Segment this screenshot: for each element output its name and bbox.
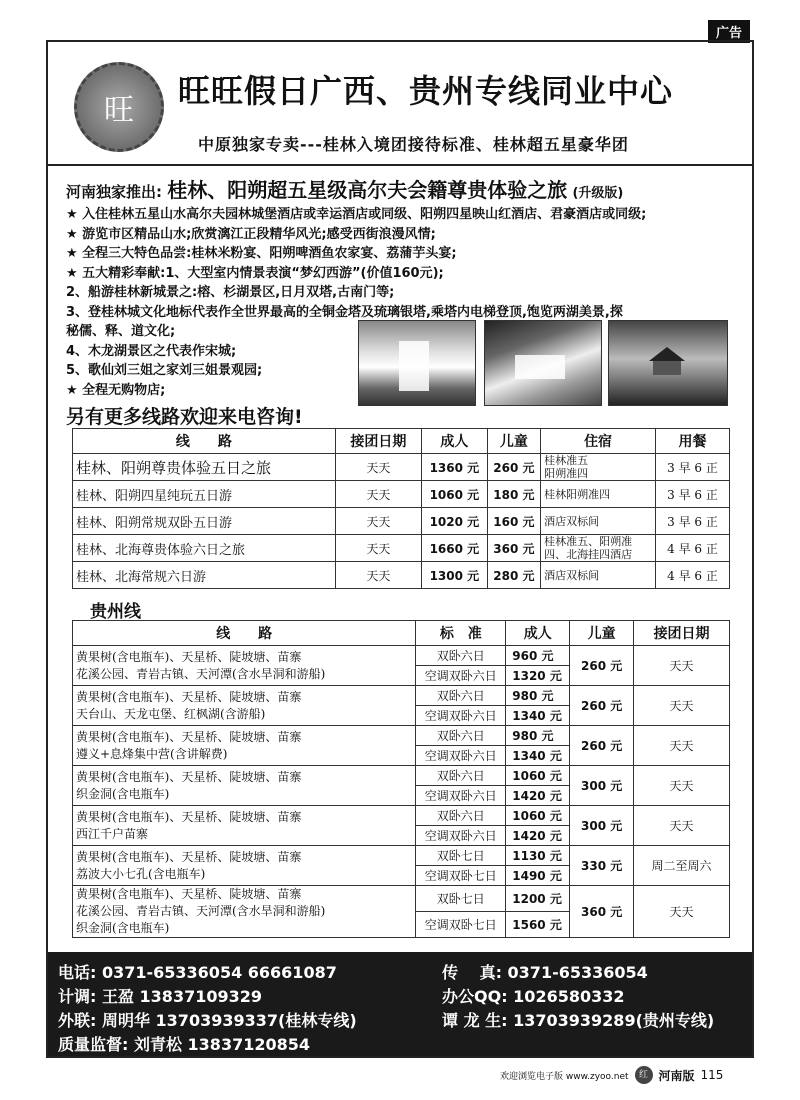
tour-date: 天天 <box>335 562 421 589</box>
adult-price: 1130 元 <box>506 846 570 866</box>
adult-price: 1060 元 <box>506 806 570 826</box>
more-routes-note: 另有更多线路欢迎来电咨询! <box>66 406 303 428</box>
route-line: 黄果树(含电瓶车)、天星桥、陡坡塘、苗寨 <box>76 849 302 864</box>
meals: 3 早 6 正 <box>656 481 730 508</box>
col-lodge: 住宿 <box>541 429 656 454</box>
col-adult: 成人 <box>422 429 488 454</box>
adult-price: 980 元 <box>506 686 570 706</box>
list-item: ★ 全程无购物店; <box>66 382 166 398</box>
logo <box>74 62 164 152</box>
adult-price: 1560 元 <box>506 912 570 938</box>
standard: 空调双卧六日 <box>416 666 506 686</box>
adult-price: 1060 元 <box>506 766 570 786</box>
ad-frame <box>46 40 754 1058</box>
table-row <box>73 806 730 826</box>
table-header-row <box>73 621 730 646</box>
lodging: 桂林准五 阳朔准四 <box>541 454 656 481</box>
list-item: 3、登桂林城文化地标代表作全世界最高的全铜金塔及琉璃银塔,乘塔内电梯登顶,饱览两湖美景,探 <box>66 304 623 320</box>
planner: 计调: 王盈 13837109329 <box>58 987 263 1006</box>
table-row <box>73 766 730 786</box>
table-row <box>73 535 730 562</box>
route-name <box>73 766 416 806</box>
lodging: 酒店双标间 <box>541 508 656 535</box>
subtitle: 中原独家专卖---桂林入境团接待标准、桂林超五星豪华团 <box>198 135 629 154</box>
route-line: 织金洞(含电瓶车) <box>76 786 170 801</box>
tour-date: 天天 <box>634 886 730 938</box>
col-meal: 用餐 <box>656 429 730 454</box>
route-name <box>73 806 416 846</box>
meals: 4 早 6 正 <box>656 562 730 589</box>
standard: 空调双卧七日 <box>416 866 506 886</box>
col-route: 线 路 <box>73 429 336 454</box>
standard: 空调双卧六日 <box>416 786 506 806</box>
tour-date: 天天 <box>335 508 421 535</box>
intro-tag: (升级版) <box>572 186 624 201</box>
adult-price: 1200 元 <box>506 886 570 912</box>
intro-headline <box>66 174 746 203</box>
list-item: ★ 游览市区精品山水;欣赏漓江正段精华风光;感受西街浪漫风情; <box>66 226 436 242</box>
adult-price: 1060 元 <box>422 481 488 508</box>
phone: 电话: 0371-65336054 66661087 <box>58 963 337 982</box>
table-row <box>73 646 730 666</box>
adult-price: 1420 元 <box>506 786 570 806</box>
intro-lead: 河南独家推出: <box>66 183 162 201</box>
list-item: 4、木龙湖景区之代表作宋城; <box>66 343 237 359</box>
child-price: 260 元 <box>570 646 634 686</box>
route-line: 黄果树(含电瓶车)、天星桥、陡坡塘、苗寨 <box>76 649 302 664</box>
logo-glyph: 旺 <box>104 93 134 128</box>
tour-date: 天天 <box>634 766 730 806</box>
pavilion-photo <box>608 320 728 406</box>
standard: 空调双卧六日 <box>416 706 506 726</box>
meals: 3 早 6 正 <box>656 508 730 535</box>
col-child: 儿童 <box>570 621 634 646</box>
route-line: 黄果树(含电瓶车)、天星桥、陡坡塘、苗寨 <box>76 729 302 744</box>
list-item: ★ 全程三大特色品尝:桂林米粉宴、阳朔啤酒鱼农家宴、荔蒲芋头宴; <box>66 246 457 261</box>
col-date: 接团日期 <box>634 621 730 646</box>
fax: 传 真: 0371-65336054 <box>442 963 648 982</box>
page-title: 旺旺假日广西、贵州专线同业中心 <box>178 72 674 110</box>
lodging: 酒店双标间 <box>541 562 656 589</box>
lodging: 桂林阳朔准四 <box>541 481 656 508</box>
table-row <box>73 686 730 706</box>
tour-date: 天天 <box>634 646 730 686</box>
ad-tag: 广告 <box>708 20 750 43</box>
list-item: 2、船游桂林新城景之:榕、杉湖景区,日月双塔,古南门等; <box>66 285 395 300</box>
route-name <box>73 646 416 686</box>
guizhou-route-table <box>72 620 730 938</box>
route-name <box>73 686 416 726</box>
col-route: 线 路 <box>73 621 416 646</box>
meals: 3 早 6 正 <box>656 454 730 481</box>
child-price: 260 元 <box>570 726 634 766</box>
guilin-route-table <box>72 428 730 589</box>
col-standard: 标 准 <box>416 621 506 646</box>
adult-price: 1420 元 <box>506 826 570 846</box>
route-line: 遵义+息烽集中营(含讲解费) <box>76 746 228 761</box>
adult-price: 1320 元 <box>506 666 570 686</box>
child-price: 360 元 <box>487 535 540 562</box>
rapids-photo <box>484 320 602 406</box>
route-line: 花溪公园、青岩古镇、天河潭(含水旱洞和游船) <box>76 666 326 681</box>
list-item: 秘儒、释、道文化; <box>66 324 176 339</box>
route-line: 花溪公园、青岩古镇、天河潭(含水旱洞和游船) <box>76 904 326 918</box>
badge-icon: 红 <box>635 1066 653 1084</box>
child-price: 360 元 <box>570 886 634 938</box>
col-adult: 成人 <box>506 621 570 646</box>
liaison: 外联: 周明华 13703939337(桂林专线) <box>58 1011 357 1030</box>
tour-date: 天天 <box>634 806 730 846</box>
col-date: 接团日期 <box>335 429 421 454</box>
adult-price: 1490 元 <box>506 866 570 886</box>
child-price: 160 元 <box>487 508 540 535</box>
guizhou-contact: 谭 龙 生: 13703939289(贵州专线) <box>442 1011 715 1030</box>
table-row <box>73 508 730 535</box>
table-row <box>73 726 730 746</box>
route-line: 天台山、天龙屯堡、红枫湖(含游船) <box>76 706 266 721</box>
lodging: 桂林准五、阳朔准四、北海挂四酒店 <box>541 535 656 562</box>
standard: 双卧七日 <box>416 846 506 866</box>
office-qq: 办公QQ: 1026580332 <box>442 987 625 1006</box>
page-number: 115 <box>700 1068 724 1082</box>
table-row <box>73 454 730 481</box>
child-price: 260 元 <box>570 686 634 726</box>
route-line: 黄果树(含电瓶车)、天星桥、陡坡塘、苗寨 <box>76 769 302 784</box>
table-header-row <box>73 429 730 454</box>
route-name: 桂林、北海常规六日游 <box>73 562 336 589</box>
page-footer <box>500 1066 723 1084</box>
tour-date: 周二至周六 <box>634 846 730 886</box>
standard: 双卧六日 <box>416 726 506 746</box>
route-name: 桂林、阳朔四星纯玩五日游 <box>73 481 336 508</box>
route-name: 桂林、阳朔常规双卧五日游 <box>73 508 336 535</box>
route-name <box>73 726 416 766</box>
adult-price: 1300 元 <box>422 562 488 589</box>
route-name <box>73 846 416 886</box>
route-line: 黄果树(含电瓶车)、天星桥、陡坡塘、苗寨 <box>76 809 302 824</box>
edition-label: 河南版 <box>658 1068 695 1083</box>
website-note: 欢迎浏览电子版 www.zyoo.net <box>500 1071 629 1082</box>
table-row <box>73 886 730 912</box>
standard: 双卧六日 <box>416 766 506 786</box>
adult-price: 980 元 <box>506 726 570 746</box>
standard: 空调双卧六日 <box>416 746 506 766</box>
tour-date: 天天 <box>634 686 730 726</box>
quality-supervisor: 质量监督: 刘青松 13837120854 <box>58 1035 311 1054</box>
standard: 双卧六日 <box>416 686 506 706</box>
tour-date: 天天 <box>335 481 421 508</box>
adult-price: 1360 元 <box>422 454 488 481</box>
route-line: 黄果树(含电瓶车)、天星桥、陡坡塘、苗寨 <box>76 887 302 901</box>
route-name: 桂林、北海尊贵体验六日之旅 <box>73 535 336 562</box>
route-line: 荔波大小七孔(含电瓶车) <box>76 866 206 881</box>
child-price: 260 元 <box>487 454 540 481</box>
adult-price: 1020 元 <box>422 508 488 535</box>
guizhou-section-title: 贵州线 <box>90 602 141 622</box>
route-line: 织金洞(含电瓶车) <box>76 921 170 935</box>
child-price: 180 元 <box>487 481 540 508</box>
intro-title: 桂林、阳朔超五星级高尔夫会籍尊贵体验之旅 <box>167 178 568 202</box>
waterfall-photo <box>358 320 476 406</box>
adult-price: 960 元 <box>506 646 570 666</box>
list-item: ★ 五大精彩奉献:1、大型室内情景表演“梦幻西游”(价值160元); <box>66 265 444 281</box>
standard: 双卧七日 <box>416 886 506 912</box>
adult-price: 1660 元 <box>422 535 488 562</box>
child-price: 280 元 <box>487 562 540 589</box>
route-name: 桂林、阳朔尊贵体验五日之旅 <box>73 454 336 481</box>
adult-price: 1340 元 <box>506 746 570 766</box>
route-name <box>73 886 416 938</box>
adult-price: 1340 元 <box>506 706 570 726</box>
list-item: ★ 入住桂林五星山水高尔夫园林城堡酒店或幸运酒店或同级、阳朔四星映山红酒店、君豪酒店或同级; <box>66 207 647 222</box>
route-line: 黄果树(含电瓶车)、天星桥、陡坡塘、苗寨 <box>76 689 302 704</box>
table-row <box>73 846 730 866</box>
standard: 双卧六日 <box>416 646 506 666</box>
tour-date: 天天 <box>634 726 730 766</box>
contact-panel <box>48 952 752 1056</box>
tour-date: 天天 <box>335 454 421 481</box>
col-child: 儿童 <box>487 429 540 454</box>
route-line: 西江千户苗寨 <box>76 826 149 841</box>
tour-date: 天天 <box>335 535 421 562</box>
meals: 4 早 6 正 <box>656 535 730 562</box>
child-price: 300 元 <box>570 766 634 806</box>
table-row <box>73 562 730 589</box>
child-price: 300 元 <box>570 806 634 846</box>
standard: 空调双卧七日 <box>416 912 506 938</box>
list-item: 5、歌仙刘三姐之家刘三姐景观园; <box>66 363 263 378</box>
standard: 空调双卧六日 <box>416 826 506 846</box>
child-price: 330 元 <box>570 846 634 886</box>
header <box>48 42 752 166</box>
table-row <box>73 481 730 508</box>
standard: 双卧六日 <box>416 806 506 826</box>
